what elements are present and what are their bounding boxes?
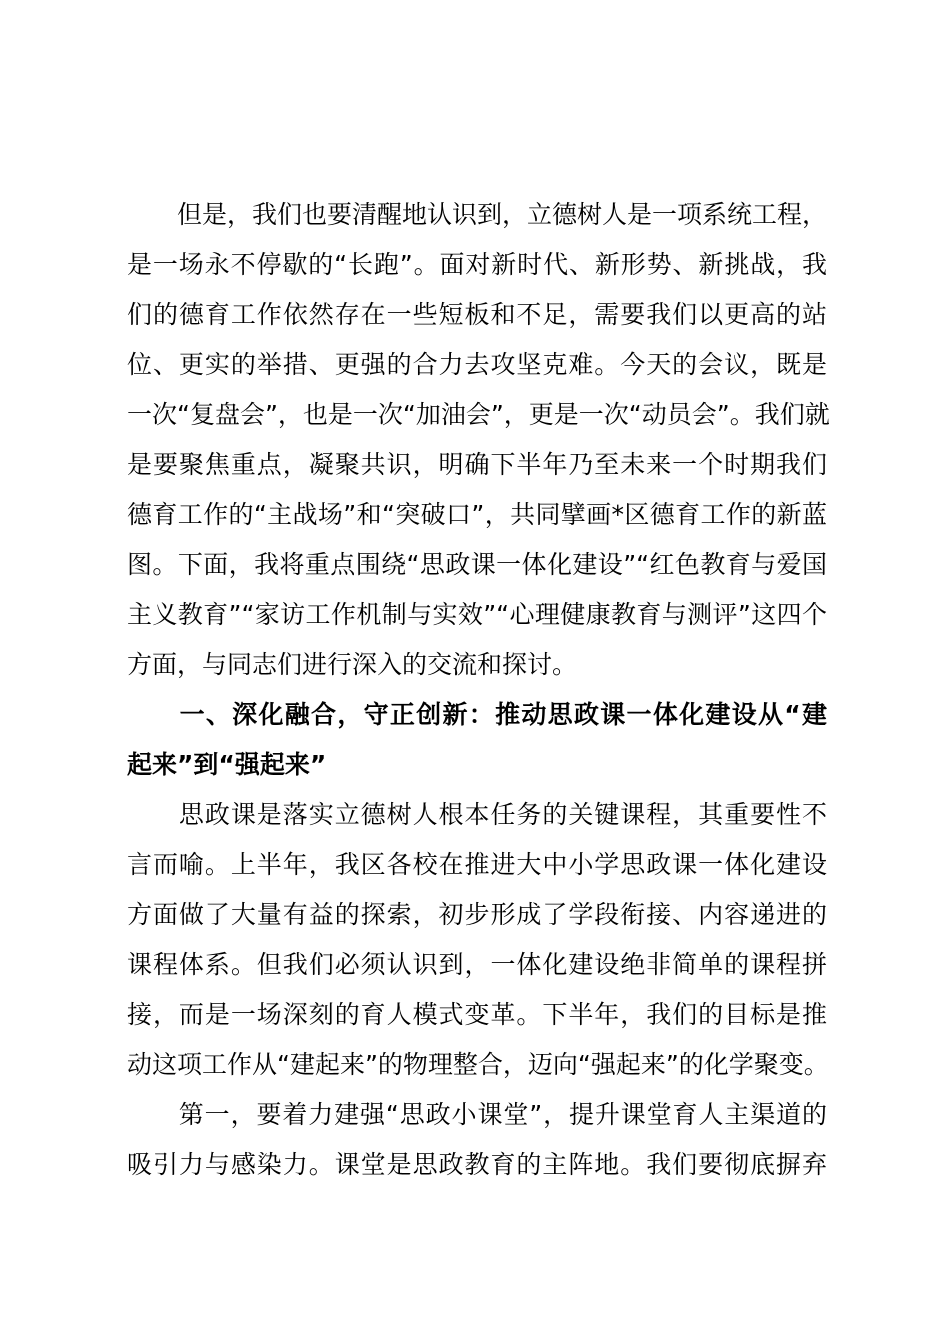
text-line: 思政课是落实立德树人根本任务的关键课程，其重要性不: [127, 800, 827, 829]
text-line: 课程体系。但我们必须认识到，一体化建设绝非简单的课程拼: [127, 950, 827, 979]
text-line: 是一场永不停歇的“长跑”。面对新时代、新形势、新挑战，我: [127, 250, 827, 279]
paragraph-first-point: [127, 1090, 827, 1190]
section-heading: [127, 690, 827, 790]
text-line: 主义教育”“家访工作机制与实效”“心理健康教育与测评”这四个: [127, 600, 827, 629]
text-line: 接，而是一场深刻的育人模式变革。下半年，我们的目标是推: [127, 1000, 827, 1029]
text-line: 们的德育工作依然存在一些短板和不足，需要我们以更高的站: [127, 300, 827, 329]
paragraph-ideology-course: [127, 790, 827, 1090]
heading-line: 一、深化融合，守正创新：推动思政课一体化建设从“建: [127, 700, 827, 729]
heading-line: 起来”到“强起来”: [127, 750, 327, 779]
text-line: 动这项工作从“建起来”的物理整合，迈向“强起来”的化学聚变。: [127, 1050, 829, 1079]
text-line: 一次“复盘会”，也是一次“加油会”，更是一次“动员会”。我们就: [127, 400, 830, 429]
paragraph-intro: [127, 190, 830, 690]
text-line: 位、更实的举措、更强的合力去攻坚克难。今天的会议，既是: [127, 350, 827, 379]
text-line: 图。下面，我将重点围绕“思政课一体化建设”“红色教育与爱国: [127, 550, 827, 579]
text-line: 但是，我们也要清醒地认识到，立德树人是一项系统工程，: [127, 200, 828, 229]
text-line: 第一，要着力建强“思政小课堂”，提升课堂育人主渠道的: [127, 1100, 827, 1129]
text-line: 方面做了大量有益的探索，初步形成了学段衔接、内容递进的: [127, 900, 827, 929]
document-body: [127, 190, 830, 1190]
text-line: 方面，与同志们进行深入的交流和探讨。: [127, 650, 578, 679]
text-line: 德育工作的“主战场”和“突破口”，共同擘画*区德育工作的新蓝: [127, 500, 827, 529]
text-line: 是要聚焦重点，凝聚共识，明确下半年乃至未来一个时期我们: [127, 450, 827, 479]
text-line: 言而喻。上半年，我区各校在推进大中小学思政课一体化建设: [127, 850, 827, 879]
text-line: 吸引力与感染力。课堂是思政教育的主阵地。我们要彻底摒弃: [127, 1150, 827, 1179]
